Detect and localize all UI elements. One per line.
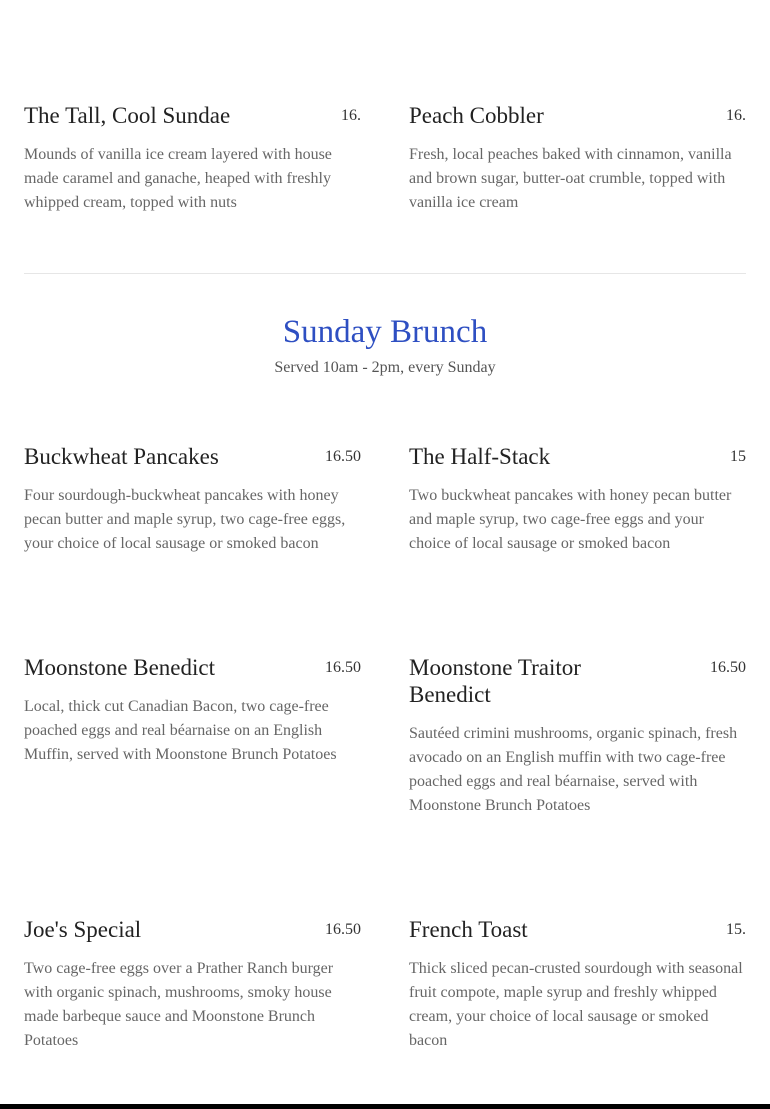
menu-item-name: French Toast bbox=[409, 917, 528, 942]
section-divider bbox=[24, 273, 746, 274]
menu-item-header bbox=[409, 654, 746, 708]
menu-item-name: The Tall, Cool Sundae bbox=[24, 103, 231, 128]
menu-item-description: Fresh, local peaches baked with cinnamon, vanilla and brown sugar, butter-oat crumble, topped with vanilla ice cream bbox=[409, 146, 732, 211]
menu-item-description: Local, thick cut Canadian Bacon, two cage-free poached eggs and real béarnaise on an English Muffin, served with Moonstone Brunch Potatoes bbox=[24, 698, 337, 763]
section-title-sunday-brunch: Sunday Brunch bbox=[282, 314, 488, 350]
menu-item-joes-special bbox=[24, 916, 361, 1053]
menu-item-price: 16.50 bbox=[325, 659, 361, 676]
menu-item-description: Two buckwheat pancakes with honey pecan butter and maple syrup, two cage-free eggs and your choice of local sausage or smoked bacon bbox=[409, 487, 732, 552]
bottom-edge-bar bbox=[0, 1104, 770, 1109]
menu-item-name: Joe's Special bbox=[24, 917, 142, 942]
menu-item-price: 16.50 bbox=[710, 659, 746, 676]
menu-item-description: Thick sliced pecan-crusted sourdough with seasonal fruit compote, maple syrup and freshly whipped cream, your choice of local sausage or smoked bacon bbox=[409, 960, 743, 1049]
menu-item-header bbox=[409, 102, 746, 129]
menu-item-header bbox=[24, 443, 361, 470]
menu-item-price: 16.50 bbox=[325, 448, 361, 465]
menu-item-tall-cool-sundae bbox=[24, 102, 361, 215]
menu-item-header bbox=[24, 654, 361, 681]
menu-item-header bbox=[24, 102, 361, 129]
menu-item-name: Peach Cobbler bbox=[409, 103, 544, 128]
menu-item-french-toast bbox=[409, 916, 746, 1053]
menu-item-name: Buckwheat Pancakes bbox=[24, 444, 219, 469]
menu-item-description: Four sourdough-buckwheat pancakes with honey pecan butter and maple syrup, two cage-free eggs, your choice of local sausage or smoked bacon bbox=[24, 487, 346, 552]
menu-item-moonstone-benedict bbox=[24, 654, 361, 767]
menu-item-half-stack bbox=[409, 443, 746, 556]
menu-item-price: 16. bbox=[341, 107, 361, 124]
menu-item-price: 15 bbox=[730, 448, 746, 465]
menu-item-name: Moonstone Benedict bbox=[24, 655, 215, 680]
menu-item-description: Two cage-free eggs over a Prather Ranch burger with organic spinach, mushrooms, smoky house made barbeque sauce and Moonstone Brunch Potatoes bbox=[24, 960, 334, 1049]
menu-item-description: Sautéed crimini mushrooms, organic spinach, fresh avocado on an English muffin with two cage-free poached eggs and real béarnaise, served with Moonstone Brunch Potatoes bbox=[409, 725, 738, 814]
menu-item-price: 16. bbox=[726, 107, 746, 124]
menu-item-price: 16.50 bbox=[325, 921, 361, 938]
menu-item-price: 15. bbox=[726, 921, 746, 938]
menu-item-header bbox=[409, 916, 746, 943]
menu-item-moonstone-traitor-benedict bbox=[409, 654, 746, 818]
menu-item-buckwheat-pancakes bbox=[24, 443, 361, 556]
menu-item-header bbox=[24, 916, 361, 943]
menu-item-description: Mounds of vanilla ice cream layered with house made caramel and ganache, heaped with freshly whipped cream, topped with nuts bbox=[24, 146, 332, 211]
menu-item-peach-cobbler bbox=[409, 102, 746, 215]
section-subtitle-hours: Served 10am - 2pm, every Sunday bbox=[274, 359, 496, 376]
menu-item-name: Moonstone Traitor Benedict bbox=[409, 655, 581, 707]
menu-item-name: The Half-Stack bbox=[409, 444, 551, 469]
menu-item-header bbox=[409, 443, 746, 470]
